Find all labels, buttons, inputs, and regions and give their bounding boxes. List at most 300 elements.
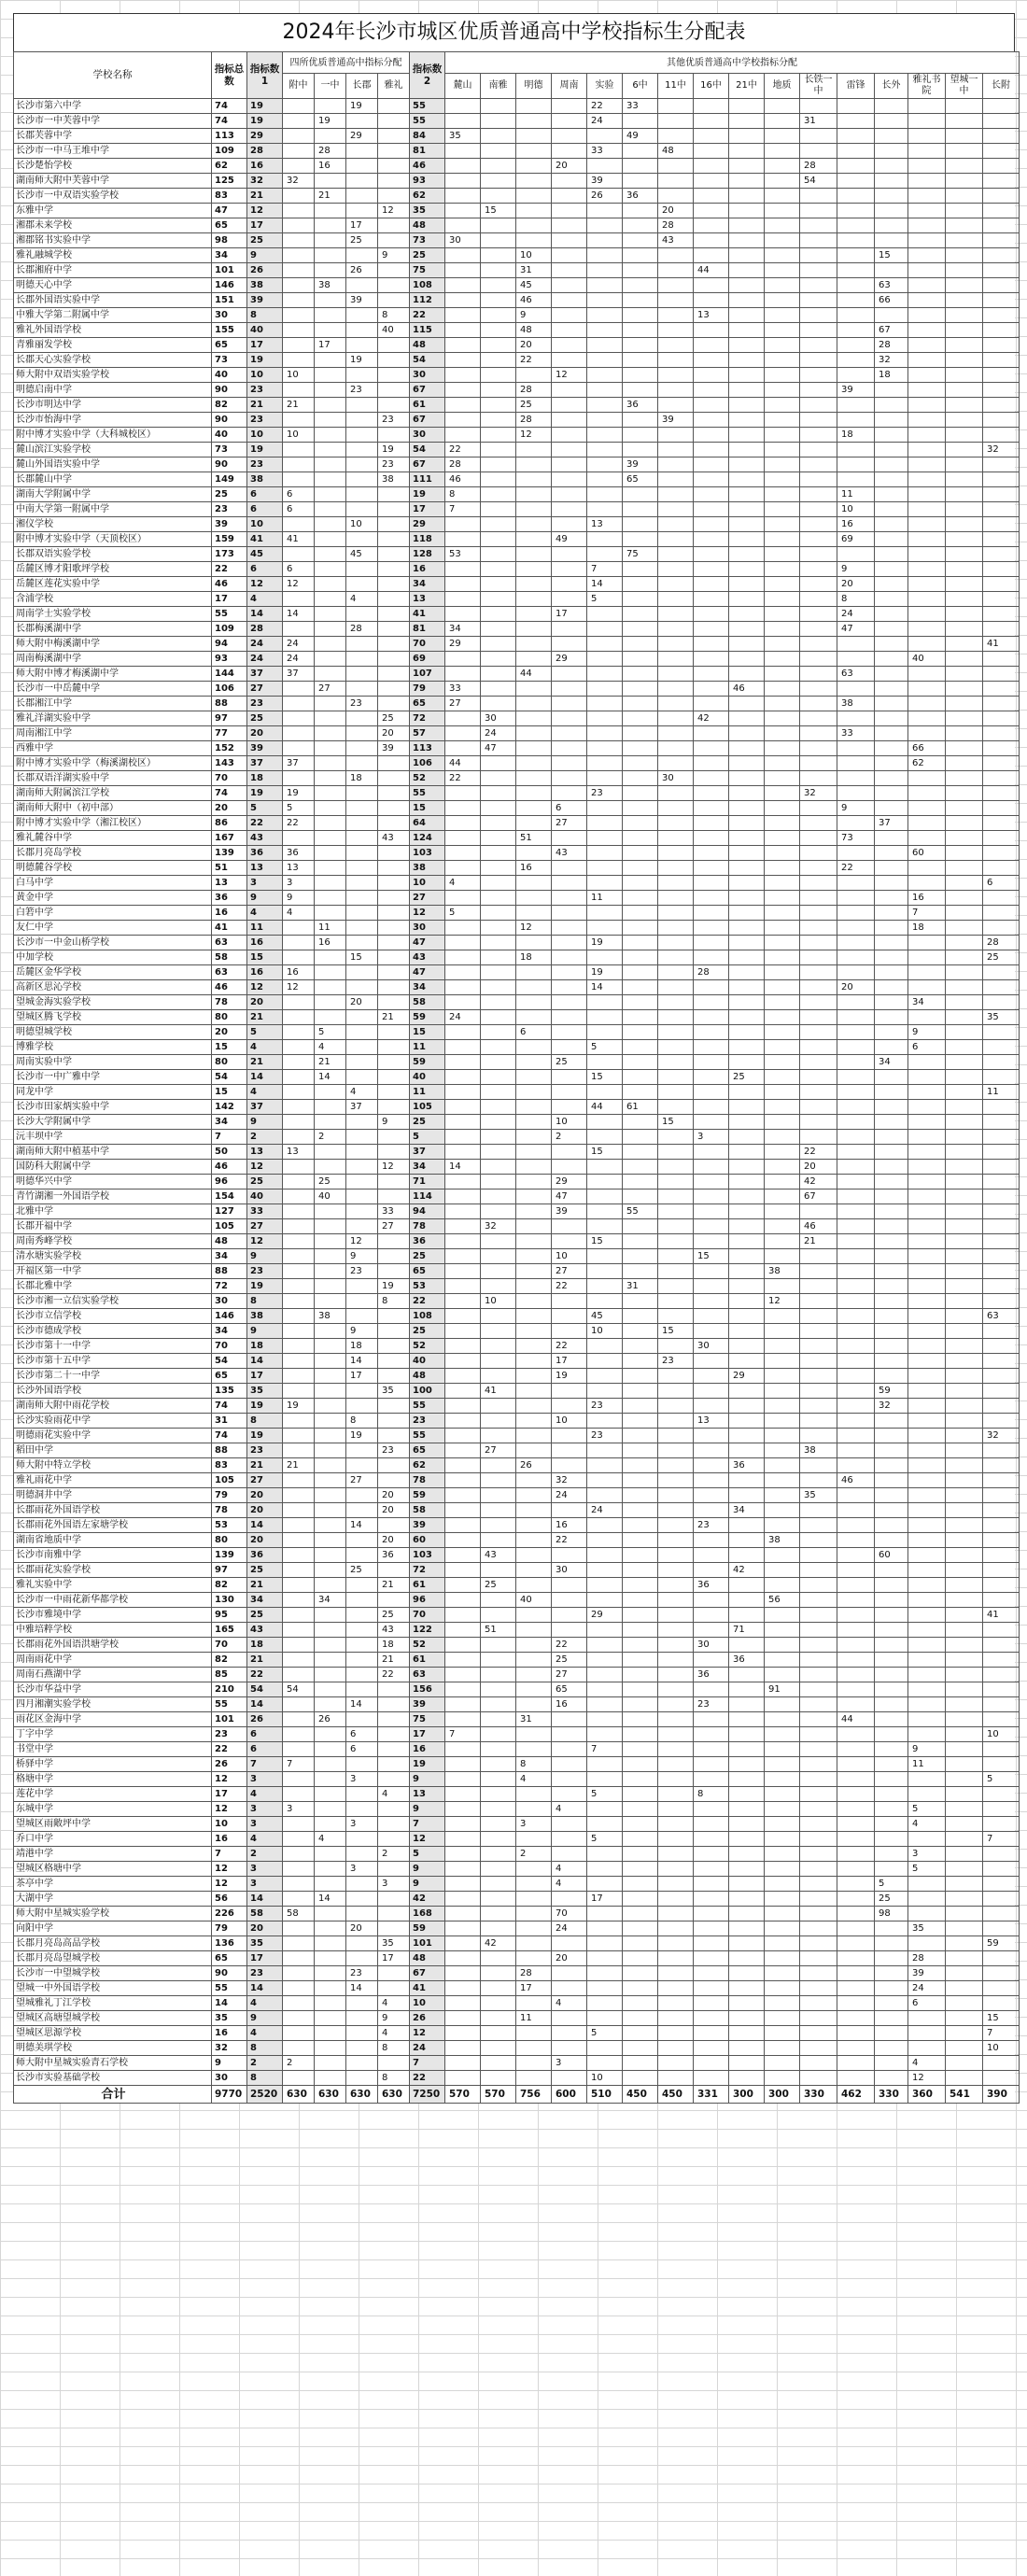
allocation-cell [658,801,694,816]
allocation-cell [908,1339,946,1354]
allocation-cell: 61 [623,1100,658,1115]
allocation-cell [694,801,729,816]
allocation-cell: 14 [346,1981,378,1996]
allocation-cell [765,1966,800,1981]
allocation-cell [946,667,983,682]
allocation-cell [765,159,800,174]
allocation-cell [623,1115,658,1130]
allocation-cell [315,711,346,726]
allocation-cell [445,667,481,682]
allocation-cell [875,1264,908,1279]
allocation-cell [516,1473,552,1488]
allocation-cell [765,1817,800,1832]
table-row [14,1309,1020,1324]
allocation-cell [481,1488,516,1503]
allocation-cell [516,1608,552,1623]
allocation-cell [765,1563,800,1578]
allocation-cell [837,1294,875,1309]
allocation-cell [765,2026,800,2041]
quota1-cell: 20 [247,1921,283,1936]
allocation-cell [729,861,765,876]
allocation-cell: 7 [587,562,623,577]
allocation-cell [875,1966,908,1981]
allocation-cell: 73 [837,831,875,846]
total-cell: 127 [212,1204,247,1219]
allocation-cell [315,1429,346,1443]
allocation-cell [837,652,875,667]
school-name-cell: 望城区高塘望城学校 [14,2011,212,2026]
total-cell: 146 [212,278,247,293]
allocation-cell [283,2071,315,2086]
allocation-cell [658,1189,694,1204]
allocation-cell [800,308,837,323]
total-cell: 80 [212,1533,247,1548]
allocation-cell [346,248,378,263]
allocation-cell [516,1862,552,1877]
allocation-cell [346,1115,378,1130]
allocation-cell [516,711,552,726]
allocation-cell [875,1189,908,1204]
allocation-cell [765,248,800,263]
allocation-cell [378,652,410,667]
total-cell: 70 [212,1638,247,1653]
allocation-cell [694,726,729,741]
school-name-cell: 麓山外国语实验中学 [14,457,212,472]
allocation-cell [946,1025,983,1040]
allocation-cell [658,1548,694,1563]
allocation-cell [875,697,908,711]
table-row [14,129,1020,144]
allocation-cell: 11 [516,2011,552,2026]
allocation-cell: 6 [283,487,315,502]
allocation-cell [800,1682,837,1697]
allocation-cell [283,1921,315,1936]
total-value-cell: 570 [445,2086,481,2104]
allocation-cell [765,622,800,637]
allocation-cell [800,413,837,428]
quota1-cell: 45 [247,547,283,562]
allocation-cell [623,637,658,652]
allocation-cell [837,786,875,801]
allocation-cell [623,1518,658,1533]
allocation-cell [516,637,552,652]
allocation-cell: 9 [346,1249,378,1264]
allocation-cell [729,1936,765,1951]
allocation-cell [694,1772,729,1787]
allocation-cell [315,1996,346,2011]
allocation-cell [694,1354,729,1369]
quota1-cell: 9 [247,1324,283,1339]
allocation-cell: 25 [552,1653,587,1668]
total-cell: 15 [212,1085,247,1100]
allocation-cell [658,532,694,547]
allocation-cell [875,1040,908,1055]
allocation-cell: 10 [983,2041,1020,2056]
allocation-cell [346,1757,378,1772]
allocation-cell [800,1279,837,1294]
table-row [14,1040,1020,1055]
school-name-cell: 岳麓区博才阳歌坪学校 [14,562,212,577]
allocation-cell [875,1443,908,1458]
allocation-cell [552,1966,587,1981]
allocation-cell [445,1354,481,1369]
allocation-cell: 17 [346,218,378,233]
school-name-cell: 明德美琪学校 [14,2041,212,2056]
allocation-cell [623,174,658,189]
allocation-cell [946,965,983,980]
quota2-cell: 58 [410,1503,445,1518]
allocation-cell [875,1638,908,1653]
allocation-cell [946,771,983,786]
quota1-cell: 4 [247,1787,283,1802]
allocation-cell [800,726,837,741]
allocation-cell [587,383,623,398]
allocation-cell [623,1130,658,1145]
total-cell: 72 [212,1279,247,1294]
school-name-cell: 西雅中学 [14,741,212,756]
allocation-cell [946,592,983,607]
allocation-cell: 44 [587,1100,623,1115]
quota1-cell: 29 [247,129,283,144]
allocation-cell [658,592,694,607]
allocation-cell [908,1533,946,1548]
allocation-cell [587,2056,623,2071]
total-cell: 65 [212,338,247,353]
allocation-cell [729,457,765,472]
allocation-cell: 32 [875,1399,908,1414]
allocation-cell [765,741,800,756]
allocation-cell [481,428,516,443]
allocation-cell [946,174,983,189]
school-name-cell: 靖港中学 [14,1847,212,1862]
school-name-cell: 长沙市湘一立信实验学校 [14,1294,212,1309]
allocation-cell [983,667,1020,682]
allocation-cell [481,323,516,338]
quota1-cell: 19 [247,1279,283,1294]
allocation-cell [315,622,346,637]
allocation-cell: 22 [552,1638,587,1653]
allocation-cell [552,1160,587,1175]
allocation-cell [658,1757,694,1772]
allocation-cell: 4 [908,1817,946,1832]
quota1-cell: 9 [247,248,283,263]
school-name-cell: 雅礼雨花中学 [14,1473,212,1488]
total-value-cell: 331 [694,2086,729,2104]
allocation-cell [623,1175,658,1189]
allocation-cell: 46 [729,682,765,697]
allocation-cell [800,2041,837,2056]
total-cell: 79 [212,1488,247,1503]
allocation-cell [658,1503,694,1518]
allocation-cell: 70 [552,1907,587,1921]
allocation-cell [729,413,765,428]
allocation-cell [837,1040,875,1055]
table-row [14,1608,1020,1623]
allocation-cell [623,1682,658,1697]
table-row [14,308,1020,323]
allocation-cell [875,801,908,816]
allocation-cell [346,1025,378,1040]
allocation-cell [587,368,623,383]
allocation-cell [765,189,800,204]
allocation-cell [837,1279,875,1294]
allocation-cell [346,1070,378,1085]
allocation-cell [623,741,658,756]
allocation-cell [346,1936,378,1951]
allocation-cell [658,1563,694,1578]
allocation-cell: 41 [481,1384,516,1399]
quota2-cell: 48 [410,1951,445,1966]
allocation-cell [729,248,765,263]
total-value-cell: 510 [587,2086,623,2104]
allocation-cell [283,144,315,159]
allocation-cell [481,1070,516,1085]
allocation-cell: 36 [694,1578,729,1593]
allocation-cell [587,159,623,174]
allocation-cell [445,1847,481,1862]
school-name-cell: 长郡雨花外国语洪塘学校 [14,1638,212,1653]
allocation-cell [729,1668,765,1682]
allocation-cell: 39 [378,741,410,756]
quota1-cell: 4 [247,906,283,921]
allocation-cell: 20 [837,577,875,592]
allocation-cell [315,1414,346,1429]
allocation-cell: 38 [837,697,875,711]
allocation-cell [908,293,946,308]
allocation-cell [694,906,729,921]
allocation-cell [694,756,729,771]
allocation-cell: 13 [283,1145,315,1160]
header-group-elite: 四所优质普通高中指标分配 [283,52,410,74]
allocation-cell [481,771,516,786]
quota1-cell: 34 [247,1593,283,1608]
allocation-cell [346,1787,378,1802]
allocation-cell: 13 [587,517,623,532]
allocation-cell [315,1160,346,1175]
allocation-cell [587,532,623,547]
allocation-cell: 40 [315,1189,346,1204]
quota1-cell: 37 [247,667,283,682]
allocation-cell [378,129,410,144]
quota2-cell: 62 [410,189,445,204]
allocation-cell [694,278,729,293]
allocation-cell [658,1309,694,1324]
allocation-cell [587,637,623,652]
allocation-cell [623,487,658,502]
school-name-cell: 中加学校 [14,950,212,965]
allocation-cell [837,965,875,980]
allocation-cell: 36 [694,1668,729,1682]
quota2-cell: 12 [410,906,445,921]
allocation-cell [283,1712,315,1727]
allocation-cell [908,667,946,682]
quota1-cell: 20 [247,726,283,741]
allocation-cell [481,1712,516,1727]
allocation-cell [623,801,658,816]
allocation-cell: 30 [658,771,694,786]
allocation-cell [837,413,875,428]
allocation-cell [908,816,946,831]
allocation-cell [729,1473,765,1488]
allocation-cell [946,1921,983,1936]
allocation-cell [658,1249,694,1264]
allocation-cell [837,846,875,861]
allocation-document [13,13,1015,2104]
school-name-cell: 长郡开福中学 [14,1219,212,1234]
allocation-cell [983,1578,1020,1593]
allocation-cell [378,1070,410,1085]
allocation-cell [908,577,946,592]
table-row [14,1862,1020,1877]
quota1-cell: 12 [247,577,283,592]
table-row [14,1175,1020,1189]
allocation-cell [694,1473,729,1488]
quota2-cell: 67 [410,1966,445,1981]
allocation-cell [283,1563,315,1578]
allocation-cell [837,159,875,174]
allocation-cell [729,637,765,652]
allocation-cell [946,682,983,697]
total-cell: 79 [212,1921,247,1936]
allocation-cell [481,1533,516,1548]
allocation-cell [623,263,658,278]
allocation-cell [694,502,729,517]
allocation-cell [983,189,1020,204]
allocation-cell [694,144,729,159]
allocation-cell [283,1324,315,1339]
header-school-column: 雷锋 [837,74,875,99]
allocation-cell: 20 [378,1503,410,1518]
quota2-cell: 67 [410,457,445,472]
allocation-cell [658,1593,694,1608]
allocation-cell [875,861,908,876]
table-row [14,1070,1020,1085]
allocation-cell [837,1488,875,1503]
allocation-cell [283,218,315,233]
allocation-cell [800,1399,837,1414]
allocation-cell [983,1294,1020,1309]
quota1-cell: 38 [247,472,283,487]
allocation-cell [516,2026,552,2041]
allocation-cell [315,1757,346,1772]
allocation-cell [516,2041,552,2056]
table-row [14,711,1020,726]
allocation-cell [800,637,837,652]
allocation-cell [946,1488,983,1503]
allocation-cell [516,1921,552,1936]
allocation-cell [378,338,410,353]
allocation-cell [800,936,837,950]
allocation-cell [658,1384,694,1399]
allocation-cell [765,592,800,607]
quota2-cell: 16 [410,1742,445,1757]
allocation-cell [837,1951,875,1966]
allocation-cell [837,1055,875,1070]
allocation-cell [729,577,765,592]
allocation-cell [729,1025,765,1040]
quota1-cell: 25 [247,1175,283,1189]
allocation-cell [729,338,765,353]
allocation-cell: 33 [587,144,623,159]
allocation-cell [378,293,410,308]
allocation-cell [378,607,410,622]
allocation-cell [658,1832,694,1847]
allocation-cell [908,1503,946,1518]
school-name-cell: 长沙市一中岳麓中学 [14,682,212,697]
quota2-cell: 81 [410,144,445,159]
total-cell: 46 [212,577,247,592]
allocation-cell [378,1324,410,1339]
allocation-cell [765,1399,800,1414]
allocation-cell [378,1802,410,1817]
quota2-cell: 10 [410,876,445,891]
allocation-cell: 6 [908,1996,946,2011]
allocation-cell: 25 [516,398,552,413]
allocation-cell [481,2011,516,2026]
quota2-cell: 41 [410,607,445,622]
table-row [14,1264,1020,1279]
allocation-cell [946,338,983,353]
allocation-cell [445,1966,481,1981]
allocation-cell [552,891,587,906]
total-cell: 41 [212,921,247,936]
allocation-cell [346,1712,378,1727]
allocation-cell [946,1742,983,1757]
allocation-cell [315,443,346,457]
allocation-cell [623,682,658,697]
allocation-cell [800,921,837,936]
allocation-cell [623,1189,658,1204]
allocation-cell [552,1234,587,1249]
quota2-cell: 73 [410,233,445,248]
allocation-cell: 8 [516,1757,552,1772]
table-body [14,99,1020,2104]
allocation-cell [623,1025,658,1040]
quota1-cell: 14 [247,607,283,622]
allocation-cell [765,1981,800,1996]
allocation-cell [283,517,315,532]
allocation-cell [516,1623,552,1638]
allocation-cell [983,1189,1020,1204]
allocation-cell [658,726,694,741]
allocation-cell [445,1653,481,1668]
allocation-cell [765,1668,800,1682]
allocation-cell: 46 [445,472,481,487]
allocation-cell [694,831,729,846]
allocation-cell [658,831,694,846]
allocation-cell: 54 [283,1682,315,1697]
allocation-cell [983,2071,1020,2086]
allocation-cell [875,1682,908,1697]
allocation-cell: 24 [837,607,875,622]
allocation-cell [552,1817,587,1832]
allocation-cell [623,1384,658,1399]
allocation-cell [315,1668,346,1682]
allocation-cell [315,652,346,667]
allocation-cell [481,1847,516,1862]
total-cell: 47 [212,204,247,218]
allocation-cell [378,876,410,891]
allocation-cell [346,1204,378,1219]
allocation-cell [283,189,315,204]
allocation-cell [875,1503,908,1518]
allocation-cell [800,1473,837,1488]
allocation-cell: 3 [283,1802,315,1817]
allocation-cell [946,1339,983,1354]
school-name-cell: 东雅中学 [14,204,212,218]
allocation-cell [983,995,1020,1010]
allocation-cell [283,1354,315,1369]
